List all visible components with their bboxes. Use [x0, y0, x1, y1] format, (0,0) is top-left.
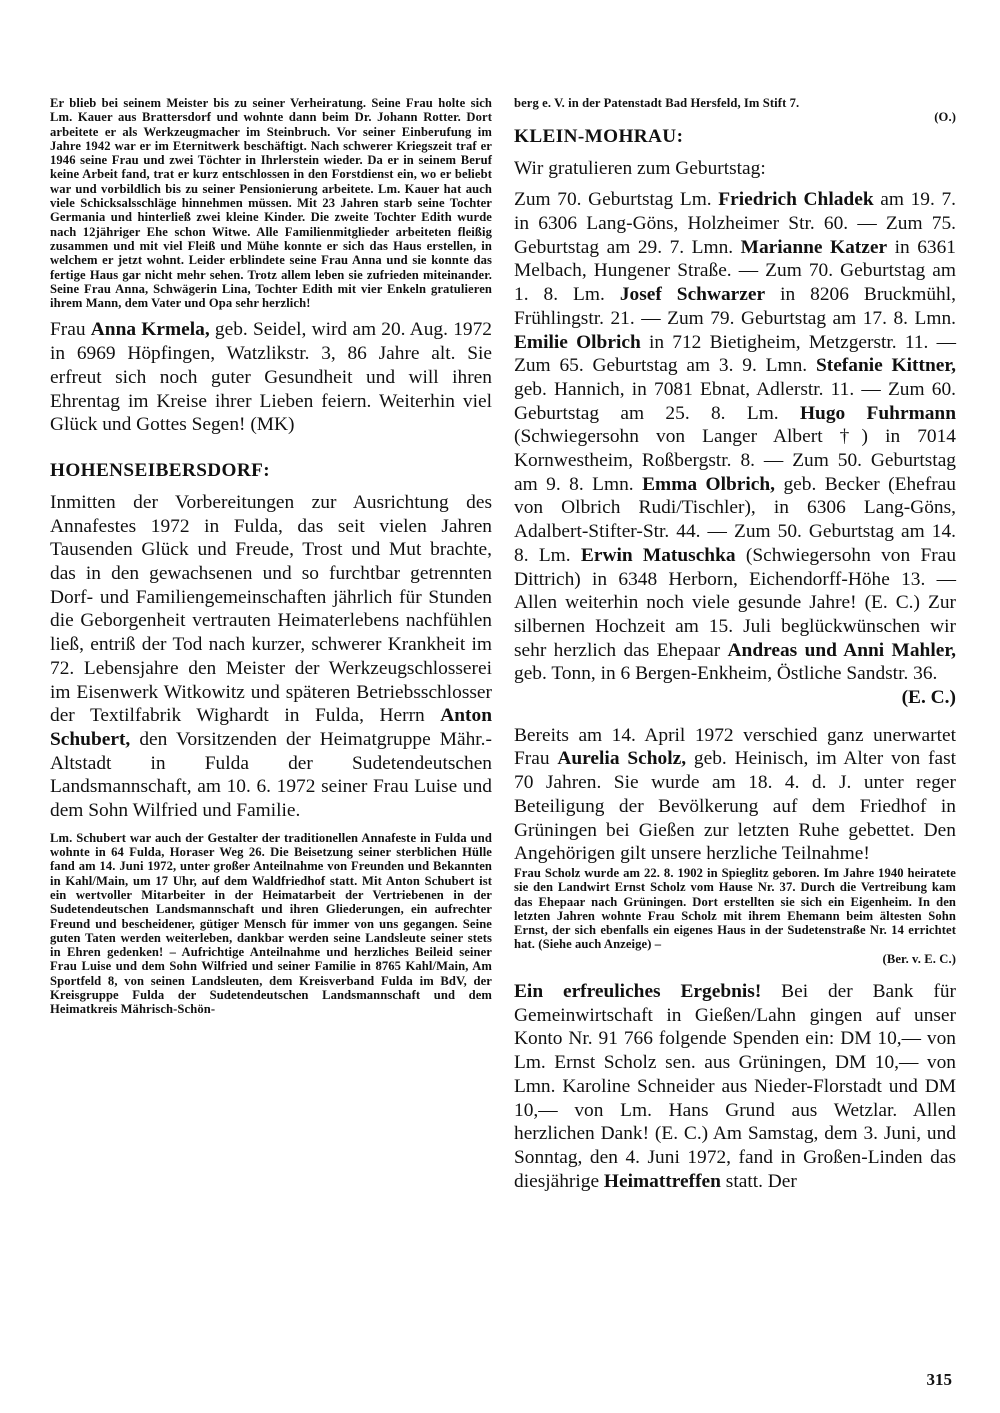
text: geb. Becker (Ehefrau von Olbrich Rudi/Tischler), in 6306 Lang-Göns, Adalbert-Stifter-Str. 44. — Zum 50. Geburtstag am 14. 8. Lm.: [514, 473, 956, 566]
text: den Vorsitzenden der Heimatgruppe Mähr.-Altstadt in Fulda der Sudetendeutschen Landsmannschaft, am 10. 6. 1972 seiner Frau Luise und dem Sohn Wilfried und Familie.: [50, 729, 492, 822]
text: am 19. 7. in 6306 Lang-Göns, Holzheimer Str. 60. — Zum 75. Geburtstag am 29. 7. Lmn.: [514, 189, 957, 258]
person-name: Friedrich Chladek: [718, 189, 874, 211]
person-name: Erwin Matuschka: [580, 544, 736, 566]
person-name: Marianne Katzer: [740, 236, 888, 258]
text: Zum 70. Geburtstag Lm.: [514, 189, 719, 211]
scholz-obituary-paragraph: [514, 724, 956, 866]
right-column: [514, 96, 956, 1193]
text: in 8206 Bruckmühl, Frühlingstr. 21. — Zum 79. Geburtstag am 17. 8. Lmn.: [514, 284, 956, 329]
person-name: Stefanie Kittner,: [815, 355, 957, 377]
page-number: 315: [926, 1370, 952, 1389]
continuation-paragraph: berg e. V. in der Patenstadt Bad Hersfeld, Im Stift 7.: [514, 96, 800, 110]
lead-in: Ein erfreuliches Ergebnis!: [514, 981, 762, 1003]
krmela-birthday-paragraph: [50, 318, 492, 437]
section-heading-klein-mohrau: KLEIN-MOHRAU:: [514, 125, 684, 147]
text: in 712 Bietigheim, Metzgerstr. 11. — Zum 65. Geburtstag am 3. 9. Lmn.: [514, 331, 957, 377]
text: geb. Tonn, in 6 Bergen-Enkheim, Östliche Sandstr. 36.: [514, 663, 938, 685]
kauer-biography-paragraph: Er blieb bei seinem Meister bis zu seiner Verheiratung. Seine Frau holte sich Lm. Kauer aus Brattersdorf und wohnte dann beim Dr. Johann Rotter. Dort arbeitete er als Werkzeugmacher im Steinbruch. Vor seiner Einberufung im Jahre 1942 war er im Eternitwerk beschäftigt. Nach schwerer Kriegszeit traf er 1946 seine Frau und zwei Töchter in Ihrlerstein wieder. Da er in seinem Beruf keine Arbeit fand, trat er kurz entschlossen in den Forstdienst ein, wo er beliebt war und vorbildlich bis zu seiner Pensionierung arbeitete. Lm. Kauer hat auch viele Schicksalsschläge hinnehmen müssen. Mit 23 Jahren starb seine Tochter Germania und hinterließ zwei kleine Kinder. Die zweite Tochter Edith wurde nach 12jähriger Ehe schon Witwe. Alle Familienmitglieder arbeiteten fleißig zusammen und mit viel Fleiß und Mühe konnte er sich das Haus erstellen, in welchem er jetzt wohnt. Leider erblindete seine Frau Anna und sie konnte das fertige Haus gar nicht mehr sehen. Trotz allem leben sie zufrieden miteinander. Seine Frau Anna, Schwägerin Lina, Tochter Edith mit vier Enkeln gratulieren ihrem Mann, dem Vater und Opa sehr herzlich!: [50, 96, 492, 311]
donations-paragraph: [514, 980, 956, 1193]
schubert-details-paragraph: Lm. Schubert war auch der Gestalter der traditionellen Annafeste in Fulda und wohnte in 64 Fulda, Horaser Weg 26. Die Beisetzung seiner sterblichen Hülle fand am 14. Juni 1972, unter großer Anteilnahme von Freunden und Bekannten in Kahl/Main, um 17 Uhr, auf dem Waldfriedhof statt. Mit Anton Schubert ist ein wertvoller Mitarbeiter in der Heimatarbeit der Vertriebenen in der Sudetendeutschen Landsmannschaft und ihren Gliederungen, ein aufrechter Freund und bescheidener, gütiger Mensch für immer von uns gegangen. Seine guten Taten werden weiterleben, dankbar werden seine Landsleute seiner stets in Ehren gedenken! – Aufrichtige Anteilnahme und herzliches Beileid seiner Frau Luise und dem Sohn Wilfried und seiner Familie in 8765 Kahl/Main, Am Sportfeld 8, von seinen Landsleuten, dem Kreisverband Fulda im BdV, der Kreisgruppe Fulda der Sudetendeutschen Landsmannschaft und dem Heimatkreis Mährisch-Schön-: [50, 830, 492, 1017]
left-column: [50, 96, 492, 1017]
text: Bereits am 14. April 1972 verschied ganz unerwartet Frau: [514, 724, 956, 770]
person-name: Anton Schubert,: [50, 705, 492, 750]
birthday-intro: Wir gratulieren zum Geburtstag:: [514, 157, 766, 179]
birthday-list-paragraph: [514, 188, 956, 686]
schubert-obituary-paragraph: [50, 491, 492, 823]
signature: [514, 686, 956, 710]
person-name: Emilie Olbrich: [514, 331, 641, 353]
signature-text: (E. C.): [901, 687, 956, 709]
text: Frau: [50, 319, 91, 341]
text: (Schwiegersohn von Langer Albert †) in 7014 Kornwestheim, Roßbergstr. 8. — Zum 50. Geburtstag am 9. 8. Lmn.: [514, 426, 956, 495]
section-heading-hohenseibersdorf: HOHENSEIBERSDORF:: [50, 459, 271, 481]
text: geb. Hannich, in 7081 Ebnat, Adlerstr. 11. — Zum 60. Geburtstag am 25. 8. Lm.: [514, 378, 956, 424]
person-name: Emma Olbrich,: [642, 473, 776, 495]
text: (Schwiegersohn von Frau Dittrich) in 6348 Herborn, Eichendorff-Höhe 13. — Allen weiterhin noch viele gesunde Jahre! (E. C.) Zur silbernen Hochzeit am 15. Juli beglückwünschen wir sehr herzlich das Ehepaar: [514, 544, 957, 661]
text: geb. Seidel, wird am 20. Aug. 1972 in 6969 Höpfingen, Watzlikstr. 3, 86 Jahre alt. Sie erfreut sich noch guter Gesundheit und will ihren Ehrentag im Kreise ihrer Lieben feiern. Weiterhin viel Glück und Gottes Segen! (MK): [50, 319, 492, 436]
signature: (O.): [934, 110, 956, 125]
person-name: Aurelia Scholz,: [557, 748, 687, 770]
text: Inmitten der Vorbereitungen zur Ausrichtung des Annafestes 1972 in Fulda, das seit vielen Jahren Tausenden Glück und Freude, Trost und Mut brachte, das in den gewachsenen und so furchtbar getrennten Dorf- und Familiengemeinschaften jährlich für Stunden die Geborgenheit vertrauten Heimaterlebens nachfühlen ließ, entriß der Tod nach kurzer, schwerer Krankheit im 72. Lebensjahre den Meister der Werkzeugschlosserei im Eisenwerk Witkowitz und späteren Betriebsschlosser der Textilfabrik Wighardt in Fulda, Herrn: [50, 491, 492, 727]
text: statt. Der: [720, 1170, 797, 1192]
signature: (Ber. v. E. C.): [882, 951, 956, 966]
person-name: Andreas und Anni Mahler,: [727, 639, 956, 661]
event-name: Heimattreffen: [603, 1170, 721, 1192]
person-name: Anna Krmela,: [90, 319, 210, 341]
text: in 6361 Melbach, Hungener Straße. — Zum 70. Geburtstag am 1. 8. Lm.: [514, 236, 957, 306]
text: geb. Heinisch, im Alter von fast 70 Jahren. Sie wurde am 18. 4. d. J. unter reger Beteiligung der Bevölkerung auf dem Friedhof in Grüningen bei Gießen zur letzten Ruhe gebettet. Den Angehörigen gilt unsere herzliche Teilnahme!: [514, 748, 956, 865]
person-name: Josef Schwarzer: [619, 284, 766, 306]
scholz-details-paragraph: Frau Scholz wurde am 22. 8. 1902 in Spieglitz geboren. Im Jahre 1940 heiratete sie den Landwirt Ernst Scholz vom Hause Nr. 37. Durch die Vertreibung kam das Ehepaar nach Grüningen. Dort erstellten sie sich ein Eigenheim. In den letzten Jahren wohnte Frau Scholz mit ihrem Ehemann beim ältesten Sohn Ernst, der sich ebenfalls ein eigenes Haus in der Sudetenstraße Nr. 14 errichtet hat. (Siehe auch Anzeige) –: [514, 865, 956, 952]
text: Bei der Bank für Gemeinwirtschaft in Gießen/Lahn gingen auf unser Konto Nr. 91 766 folgende Spenden ein: DM 10,— von Lm. Ernst Scholz sen. aus Grüningen, DM 10,— von Lmn. Karoline Schneider aus Nieder-Florstadt und DM 10,— von Lm. Hans Grund aus Wetzlar. Allen herzlichen Dank! (E. C.) Am Samstag, dem 3. Juni, und Sonntag, den 4. Juni 1972, fand in Großen-Linden das diesjährige: [514, 981, 956, 1192]
person-name: Hugo Fuhrmann: [799, 402, 956, 424]
